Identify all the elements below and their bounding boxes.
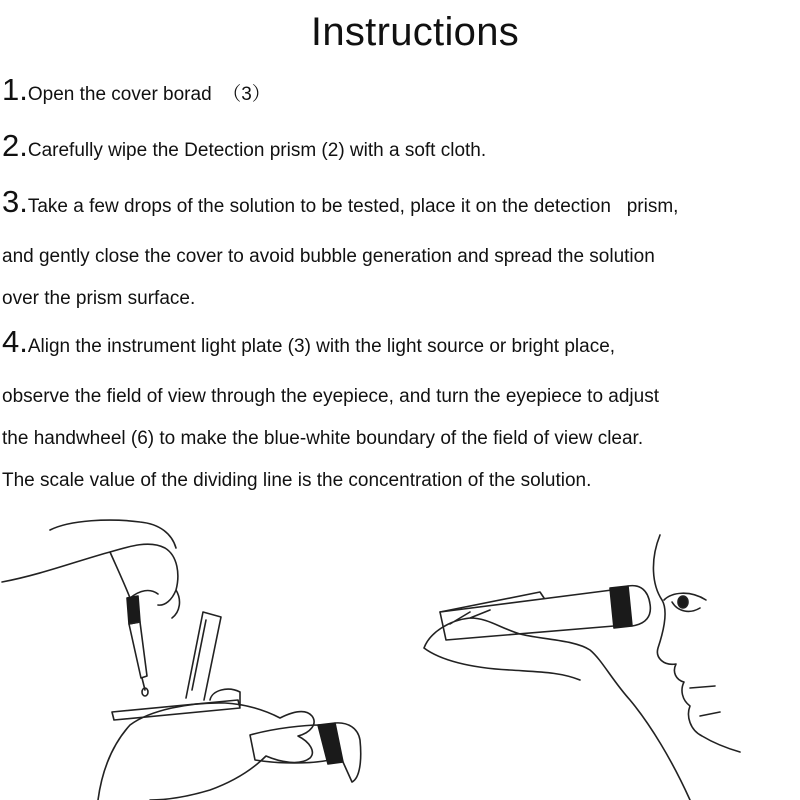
step-2 (2, 128, 798, 163)
refractometer-icon (112, 612, 361, 782)
step-2-text: Carefully wipe the Detection prism (2) with a soft cloth. (27, 140, 487, 161)
step-2-number: 2. (2, 128, 28, 163)
dropper-icon (127, 596, 148, 696)
step-3-number: 3. (2, 184, 28, 219)
step-4 (2, 324, 798, 359)
dropper-scene-illustration (2, 520, 361, 800)
step-1 (2, 72, 798, 107)
face-profile-icon (653, 535, 740, 752)
step-4-text-line-1: Align the instrument light plate (3) with the light source or bright place, (27, 336, 616, 357)
lower-hand-icon (98, 703, 314, 800)
held-refractometer-icon (440, 586, 650, 640)
step-4-text-line-2: observe the field of view through the eyepiece, and turn the eyepiece to adjust (2, 386, 659, 407)
usage-illustrations (0, 500, 800, 800)
step-3-text-line-2: and gently close the cover to avoid bubble generation and spread the solution (2, 246, 655, 267)
upper-hand-icon (2, 520, 179, 618)
step-4-text-line-3: the handwheel (6) to make the blue-white boundary of the field of view clear. (2, 428, 644, 449)
step-3-text-line-1: Take a few drops of the solution to be tested, place it on the detection prism, (27, 196, 679, 217)
step-1-text: Open the cover borad （3） (27, 84, 271, 105)
page-title: Instructions (310, 10, 520, 54)
step-3-text-line-3: over the prism surface. (2, 288, 196, 309)
eye-icon (664, 593, 706, 611)
step-4-text-line-4: The scale value of the dividing line is the concentration of the solution. (2, 470, 592, 491)
step-1-number: 1. (2, 72, 28, 107)
step-4-number: 4. (2, 324, 28, 359)
viewing-scene-illustration (424, 535, 740, 800)
step-3 (2, 184, 798, 219)
